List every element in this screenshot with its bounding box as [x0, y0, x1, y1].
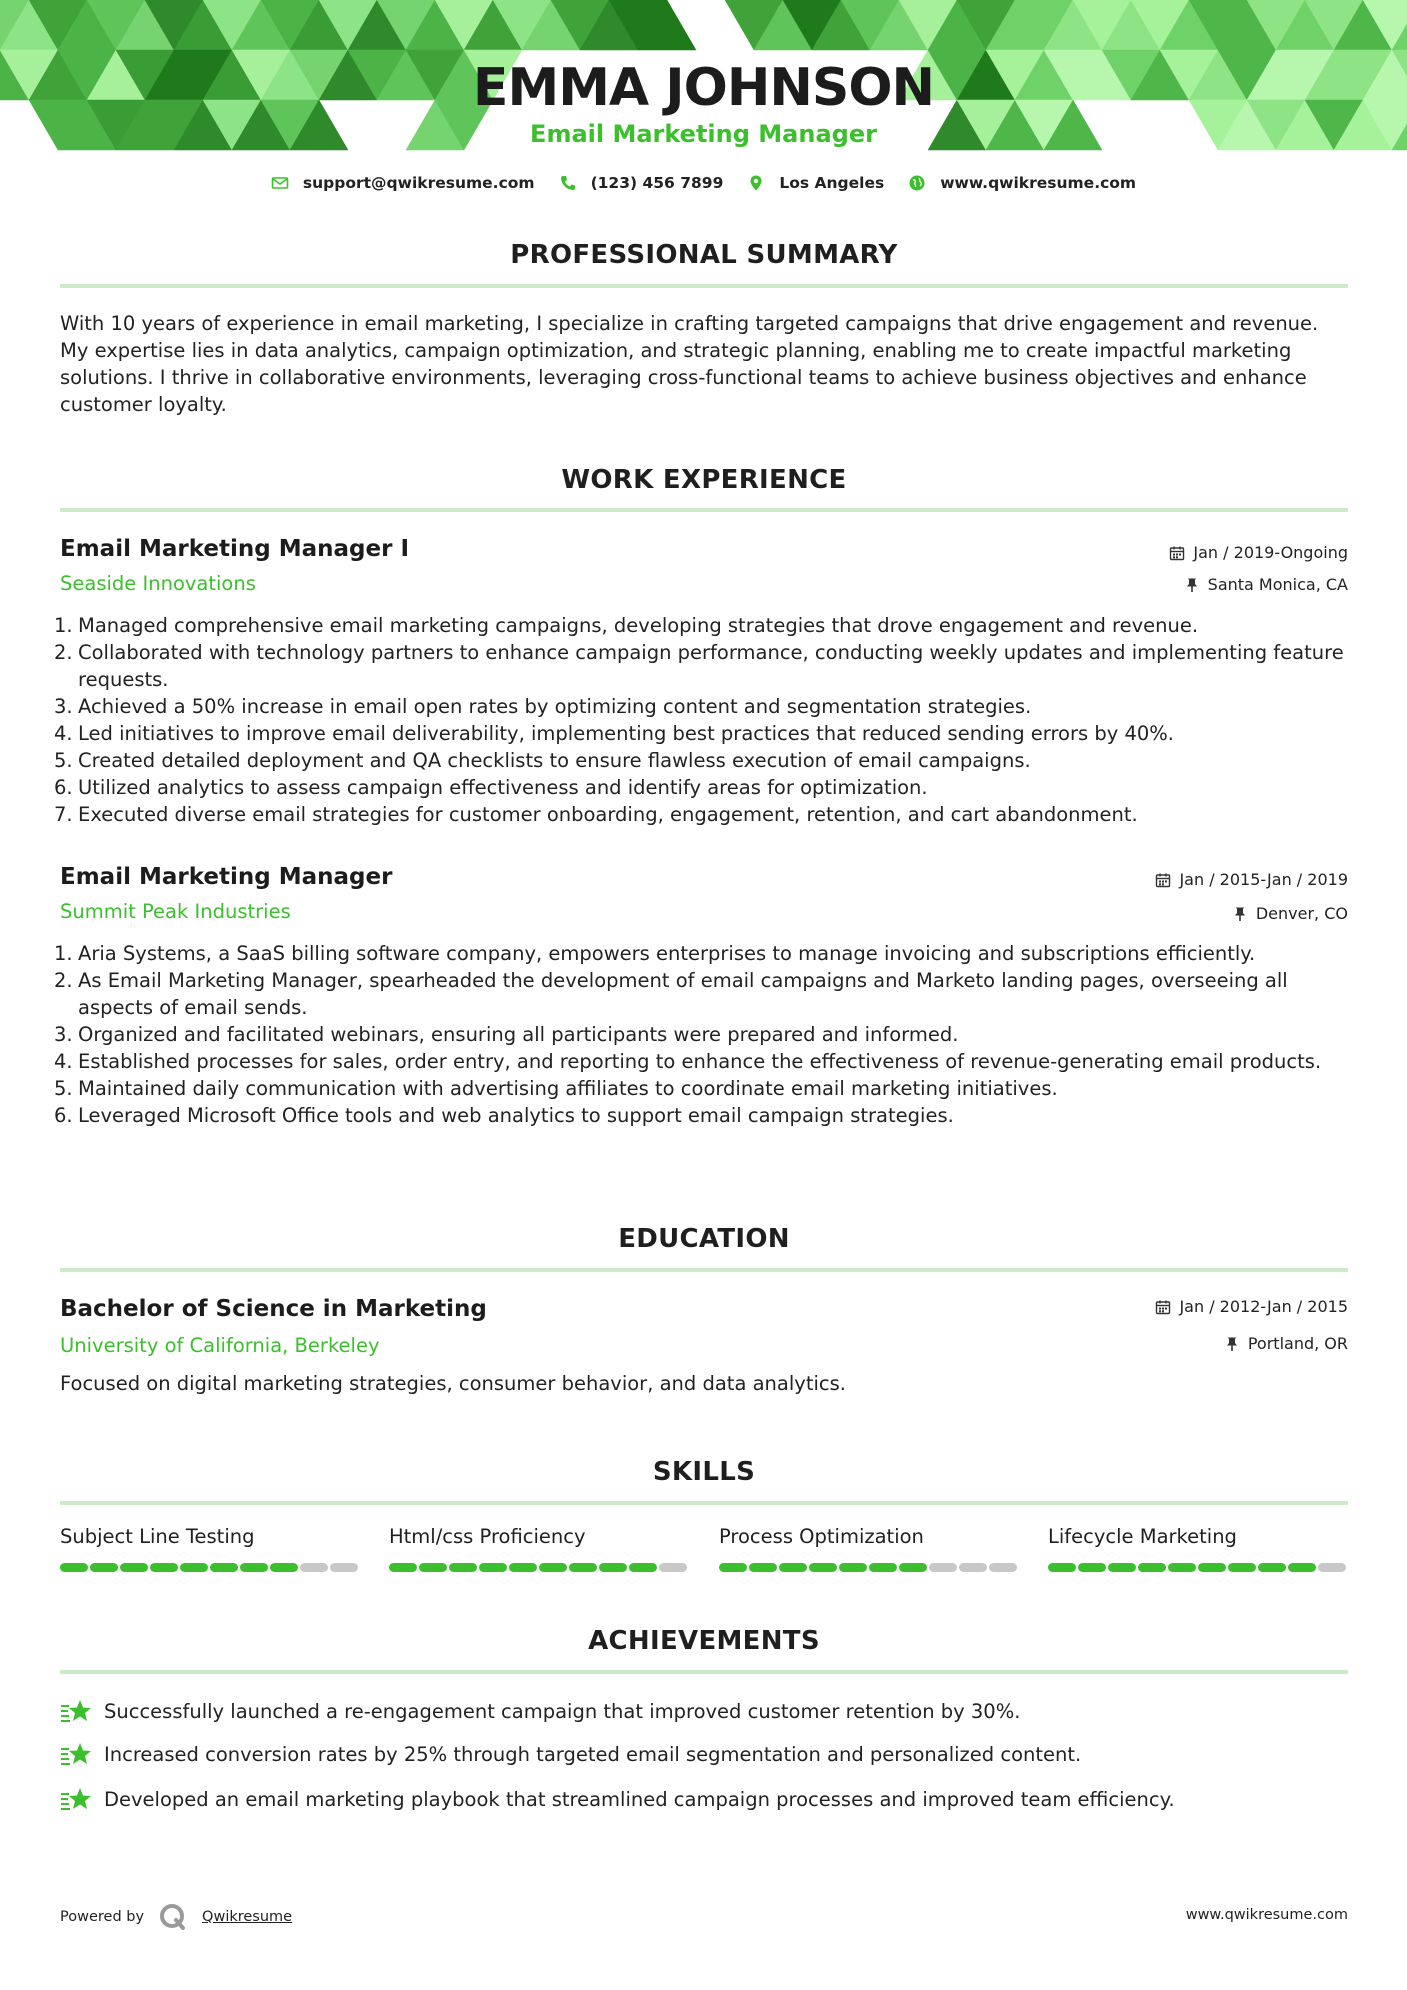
skills-divider — [60, 1501, 1348, 1505]
skill-name: Subject Line Testing — [60, 1525, 255, 1548]
education-description: Focused on digital marketing strategies, consumer behavior, and data analytics. — [60, 1372, 846, 1395]
job-1-bullet: 7. Executed diverse email strategies for customer onboarding, engagement, retention, and cart abandonment. — [54, 803, 1138, 826]
skill-level-segment — [839, 1563, 867, 1572]
skill-item — [719, 1525, 1019, 1572]
job-2-title: Email Marketing Manager — [60, 864, 393, 890]
skill-level-segment — [1168, 1563, 1196, 1572]
contact-email[interactable] — [271, 174, 535, 192]
job-2-location-text: Denver, CO — [1255, 904, 1348, 923]
skill-level-segment — [479, 1563, 507, 1572]
skill-level-segment — [659, 1563, 687, 1572]
job-1-dates-text: Jan / 2019-Ongoing — [1193, 543, 1348, 562]
skill-level-segment — [330, 1563, 358, 1572]
job-1-bullet: 6. Utilized analytics to assess campaign effectiveness and identify areas for optimization. — [54, 776, 928, 799]
skill-level-segment — [1108, 1563, 1136, 1572]
achievement-item — [60, 1697, 1020, 1725]
education-divider — [60, 1268, 1348, 1272]
achievement-item — [60, 1785, 1175, 1813]
experience-divider — [60, 508, 1348, 512]
skill-level-segment — [240, 1563, 268, 1572]
contact-location-text: Los Angeles — [779, 174, 885, 192]
skill-level-segment — [1138, 1563, 1166, 1572]
contact-phone[interactable] — [559, 174, 724, 192]
candidate-role: Email Marketing Manager — [530, 120, 877, 148]
skill-level-segment — [929, 1563, 957, 1572]
skill-level-segment — [180, 1563, 208, 1572]
job-1-bullets — [54, 612, 1350, 828]
summary-heading: PROFESSIONAL SUMMARY — [510, 240, 898, 270]
qwikresume-logo-icon — [158, 1902, 188, 1932]
skill-level-bar — [389, 1563, 689, 1572]
star-badge-icon — [60, 1697, 92, 1725]
skill-level-segment — [300, 1563, 328, 1572]
skill-level-segment — [959, 1563, 987, 1572]
job-2-bullet: 6. Leveraged Microsoft Office tools and web analytics to support email campaign strategies. — [54, 1104, 954, 1127]
education-dates — [1155, 1297, 1348, 1316]
skill-item — [389, 1525, 689, 1572]
job-2-bullet: 1. Aria Systems, a SaaS billing software company, empowers enterprises to manage invoicing and subscriptions efficiently. — [54, 942, 1256, 965]
skill-level-segment — [389, 1563, 417, 1572]
education-degree: Bachelor of Science in Marketing — [60, 1296, 487, 1322]
qwikresume-link[interactable]: Qwikresume — [202, 1909, 293, 1925]
globe-icon — [908, 174, 926, 192]
skill-level-segment — [419, 1563, 447, 1572]
job-1-location-text: Santa Monica, CA — [1207, 575, 1348, 594]
skill-name: Lifecycle Marketing — [1048, 1525, 1237, 1548]
pushpin-icon — [1224, 1336, 1240, 1352]
star-badge-icon — [60, 1740, 92, 1768]
skill-level-segment — [449, 1563, 477, 1572]
contact-email-text: support@qwikresume.com — [302, 174, 535, 192]
skill-level-segment — [90, 1563, 118, 1572]
skill-level-segment — [1078, 1563, 1106, 1572]
skill-level-segment — [1198, 1563, 1226, 1572]
achievements-divider — [60, 1670, 1348, 1674]
skill-level-bar — [1048, 1563, 1348, 1572]
summary-divider — [60, 284, 1348, 288]
calendar-icon — [1169, 545, 1185, 561]
skill-level-bar — [60, 1563, 360, 1572]
education-heading: EDUCATION — [618, 1224, 790, 1254]
education-dates-text: Jan / 2012-Jan / 2015 — [1179, 1297, 1348, 1316]
powered-by-label: Powered by — [60, 1909, 145, 1925]
achievement-text: Developed an email marketing playbook that streamlined campaign processes and improved team efficiency. — [104, 1787, 1175, 1811]
achievement-text: Increased conversion rates by 25% through targeted email segmentation and personalized content. — [104, 1742, 1082, 1766]
skill-level-segment — [989, 1563, 1017, 1572]
skill-level-segment — [629, 1563, 657, 1572]
job-1-bullet: 3. Achieved a 50% increase in email open rates by optimizing content and segmentation strategies. — [54, 695, 1032, 718]
contact-location — [747, 174, 884, 192]
job-2-location — [1232, 904, 1348, 923]
job-2-bullet: 3. Organized and facilitated webinars, ensuring all participants were prepared and informed. — [54, 1023, 959, 1046]
contact-phone-text: (123) 456 7899 — [590, 174, 724, 192]
skill-item — [1048, 1525, 1348, 1572]
skill-level-segment — [1318, 1563, 1346, 1572]
pushpin-icon — [1232, 906, 1248, 922]
job-1-bullet: 2. Collaborated with technology partners to enhance campaign performance, conducting weekly updates and implementing feature requests. — [54, 641, 1344, 691]
pushpin-icon — [1184, 577, 1200, 593]
skill-level-segment — [899, 1563, 927, 1572]
skill-level-segment — [60, 1563, 88, 1572]
skill-level-segment — [120, 1563, 148, 1572]
map-pin-icon — [747, 174, 765, 192]
skill-level-segment — [599, 1563, 627, 1572]
skill-level-segment — [210, 1563, 238, 1572]
contact-website[interactable] — [908, 174, 1136, 192]
skill-level-segment — [779, 1563, 807, 1572]
calendar-icon — [1155, 872, 1171, 888]
skill-name: Process Optimization — [719, 1525, 924, 1548]
achievement-text: Successfully launched a re-engagement campaign that improved customer retention by 30%. — [104, 1699, 1021, 1723]
job-2-company: Summit Peak Industries — [60, 900, 291, 923]
job-1-bullet: 4. Led initiatives to improve email deliverability, implementing best practices that reduced sending errors by 40%. — [54, 722, 1175, 745]
job-2-bullet: 5. Maintained daily communication with advertising affiliates to coordinate email marketing initiatives. — [54, 1077, 1058, 1100]
skill-level-segment — [270, 1563, 298, 1572]
skill-level-segment — [539, 1563, 567, 1572]
skill-level-segment — [719, 1563, 747, 1572]
job-1-location — [1184, 575, 1348, 594]
skill-level-segment — [150, 1563, 178, 1572]
footer-website[interactable]: www.qwikresume.com — [1185, 1907, 1348, 1923]
job-2-dates-text: Jan / 2015-Jan / 2019 — [1179, 870, 1348, 889]
job-1-title: Email Marketing Manager I — [60, 536, 409, 562]
job-2-dates — [1155, 870, 1348, 889]
education-location-text: Portland, OR — [1247, 1334, 1348, 1353]
skill-level-segment — [1288, 1563, 1316, 1572]
skill-level-segment — [569, 1563, 597, 1572]
job-2-bullet: 2. As Email Marketing Manager, spearheaded the development of email campaigns and Marketo landing pages, overseeing all aspects of email sends. — [54, 969, 1288, 1019]
skill-level-segment — [749, 1563, 777, 1572]
skill-level-segment — [509, 1563, 537, 1572]
job-2-bullets — [54, 940, 1350, 1129]
experience-heading: WORK EXPERIENCE — [561, 465, 847, 495]
skill-level-segment — [869, 1563, 897, 1572]
candidate-name: EMMA JOHNSON — [472, 58, 935, 118]
job-1-company: Seaside Innovations — [60, 572, 256, 595]
skill-name: Html/css Proficiency — [389, 1525, 586, 1548]
achievement-item — [60, 1740, 1081, 1768]
calendar-icon — [1155, 1299, 1171, 1315]
job-1-bullet: 5. Created detailed deployment and QA checklists to ensure flawless execution of email campaigns. — [54, 749, 1031, 772]
skill-level-segment — [1258, 1563, 1286, 1572]
envelope-icon — [271, 174, 289, 192]
job-1-dates — [1169, 543, 1348, 562]
star-badge-icon — [60, 1785, 92, 1813]
skill-level-segment — [809, 1563, 837, 1572]
skill-item — [60, 1525, 360, 1572]
skill-level-segment — [1048, 1563, 1076, 1572]
contact-website-text: www.qwikresume.com — [940, 174, 1137, 192]
job-2-bullet: 4. Established processes for sales, order entry, and reporting to enhance the effectiveness of revenue-generating email products. — [54, 1050, 1322, 1073]
skills-heading: SKILLS — [652, 1457, 756, 1487]
achievements-heading: ACHIEVEMENTS — [588, 1626, 820, 1656]
skill-level-segment — [1228, 1563, 1256, 1572]
contact-bar — [0, 174, 1407, 192]
skill-level-bar — [719, 1563, 1019, 1572]
phone-icon — [559, 174, 577, 192]
education-school: University of California, Berkeley — [60, 1334, 380, 1357]
education-location — [1224, 1334, 1348, 1353]
summary-text: With 10 years of experience in email marketing, I specialize in crafting targeted campaigns that drive engagement and revenue. My expertise lies in data analytics, campaign optimization, and strategic planning, enabling me to create impactful marketing solutions. I thrive in collaborative environments, leveraging cross-functional teams to achieve business objectives and enhance customer loyalty. — [60, 312, 1319, 416]
job-1-bullet: 1. Managed comprehensive email marketing campaigns, developing strategies that drove engagement and revenue. — [54, 614, 1199, 637]
footer-powered-by — [60, 1902, 292, 1932]
